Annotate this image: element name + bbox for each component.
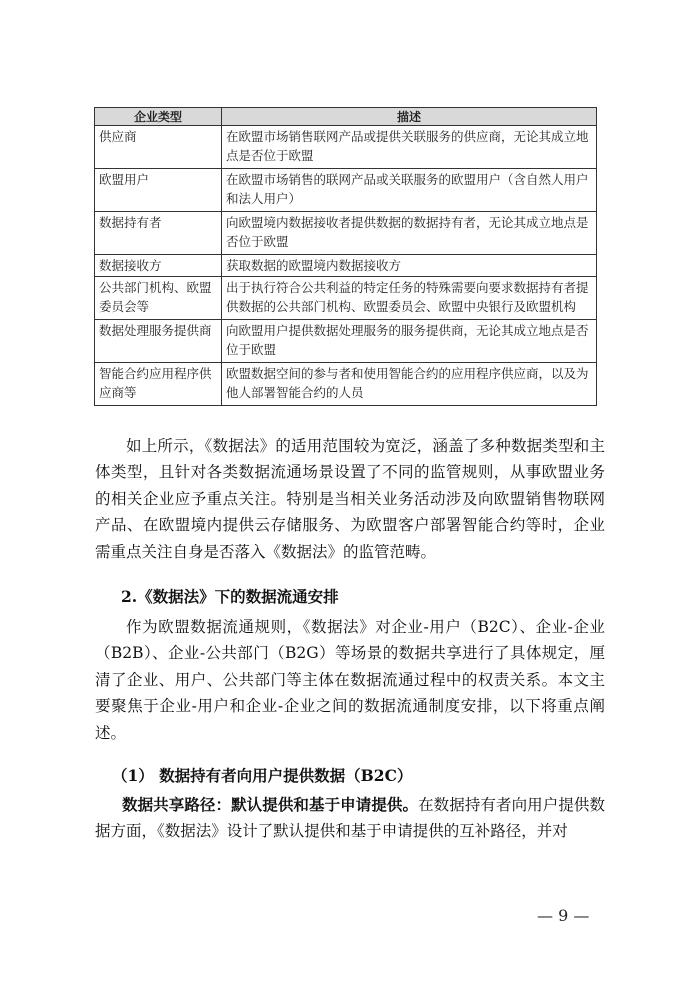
table-row	[95, 126, 597, 169]
subsection-heading-b2c: （1） 数据持有者向用户提供数据（B2C）	[112, 766, 413, 785]
table-header-row	[95, 108, 597, 126]
table-cell-type: 供应商	[95, 126, 222, 169]
page-number: — 9 —	[537, 906, 590, 925]
table-cell-desc: 出于执行符合公共利益的特定任务的特殊需要向要求数据持有者提供数据的公共部门机构、欧盟委员会、欧盟中央银行及欧盟机构	[222, 277, 597, 320]
table-cell-desc: 向欧盟境内数据接收者提供数据的数据持有者，无论其成立地点是否位于欧盟	[222, 212, 597, 255]
table-row	[95, 169, 597, 212]
table-header-desc: 描述	[222, 108, 597, 126]
paragraph-body-text: 在数据持有者向用户提供数据方面，《数据法》设计了默认提供和基于申请提供的互补路径，并对	[95, 796, 605, 841]
table-cell-type: 数据处理服务提供商	[95, 320, 222, 363]
table-row	[95, 212, 597, 255]
table-cell-desc: 欧盟数据空间的参与者和使用智能合约的应用程序供应商，以及为他人部署智能合约的人员	[222, 363, 597, 406]
table-cell-desc: 向欧盟用户提供数据处理服务的服务提供商，无论其成立地点是否位于欧盟	[222, 320, 597, 363]
table-row	[95, 363, 597, 406]
table-row	[95, 255, 597, 277]
table-cell-desc: 在欧盟市场销售联网产品或提供关联服务的供应商，无论其成立地点是否位于欧盟	[222, 126, 597, 169]
body-paragraph-scope: 如上所示，《数据法》的适用范围较为宽泛，涵盖了多种数据类型和主体类型，且针对各类数据流通场景设置了不同的监管规则，从事欧盟业务的相关企业应予重点关注。特别是当相关业务活动涉及向欧盟销售物联网产品、在欧盟境内提供云存储服务、为欧盟客户部署智能合约等时，企业需重点关注自身是否落入《数据法》的监管范畴。	[95, 437, 605, 561]
table-row	[95, 320, 597, 363]
table-cell-type: 欧盟用户	[95, 169, 222, 212]
enterprise-type-table	[94, 107, 597, 406]
table-cell-type: 公共部门机构、欧盟委员会等	[95, 277, 222, 320]
body-paragraph-sharing-path	[95, 792, 605, 845]
table-cell-type: 数据接收方	[95, 255, 222, 277]
table-cell-type: 智能合约应用程序供应商等	[95, 363, 222, 406]
table-header-type: 企业类型	[95, 108, 222, 126]
body-paragraph-data-flow: 作为欧盟数据流通规则，《数据法》对企业-用户（B2C）、企业-企业（B2B）、企业-公共部门（B2G）等场景的数据共享进行了具体规定，厘清了企业、用户、公共部门等主体在数据流通过程中的权责关系。本文主要聚焦于企业-用户和企业-企业之间的数据流通制度安排，以下将重点阐述。	[95, 618, 605, 742]
table-row	[95, 277, 597, 320]
section-heading-data-flow: 2.《数据法》下的数据流通安排	[121, 587, 339, 606]
table-cell-type: 数据持有者	[95, 212, 222, 255]
table-cell-desc: 在欧盟市场销售的联网产品或关联服务的欧盟用户（含自然人用户和法人用户）	[222, 169, 597, 212]
table-cell-desc: 获取数据的欧盟境内数据接收方	[222, 255, 597, 277]
paragraph-lead-text: 数据共享路径：默认提供和基于申请提供。	[122, 795, 419, 814]
